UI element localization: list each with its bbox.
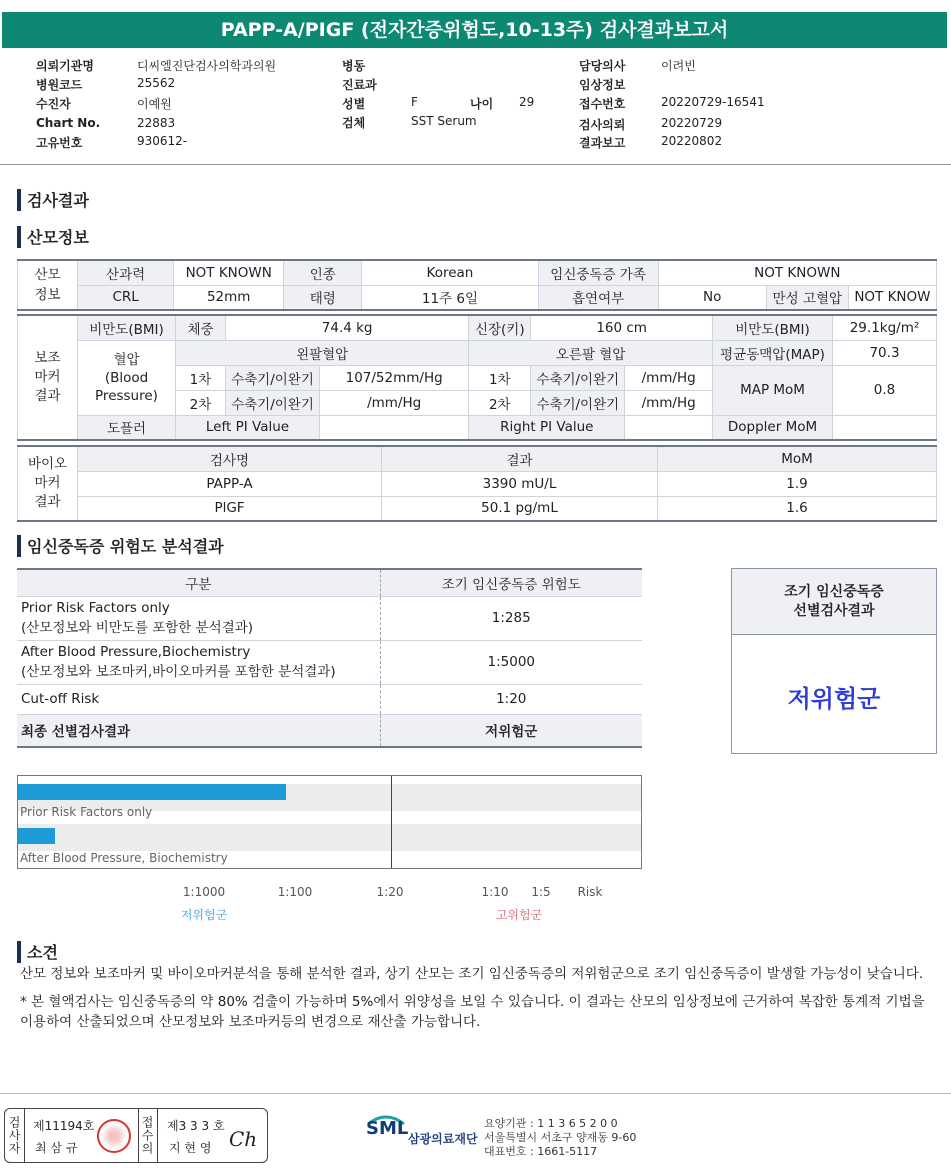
side-label: 산모 정보 [18, 260, 78, 310]
patient-info [0, 54, 951, 162]
cell: 11주 6일 [362, 285, 538, 310]
section-finding: 소견 [17, 940, 58, 963]
info-value: 25562 [137, 76, 176, 90]
cell: 107/52mm/Hg [320, 365, 469, 390]
info-label: 수진자 [36, 97, 71, 111]
finding-note: * 본 혈액검사는 임신중독증의 약 80% 검출이 가능하며 5%에서 위양성을 보일 수 있습니다. 이 결과는 산모의 임상정보에 근거하여 복잡한 통계적 기법을 이용하여 산출되었으며 산모정보와 보조마커등의 변경으로 재산출 가능합니다. [20, 994, 925, 1030]
cell: 74.4 kg [226, 315, 469, 340]
result-box-title: 조기 임신중독증 선별검사결과 [732, 569, 936, 635]
signature: Ch [229, 1127, 258, 1151]
cell: 혈압 (Blood Pressure) [78, 340, 176, 415]
divider [0, 1093, 951, 1094]
cell: 52mm [174, 285, 284, 310]
cell: Korean [362, 260, 538, 285]
cell: NOT KNOWN [174, 260, 284, 285]
chart-bar-label: After Blood Pressure, Biochemistry [20, 851, 228, 865]
cell: 평균동맥압(MAP) [713, 340, 833, 365]
info-value: 이려빈 [661, 59, 696, 73]
cell: Right PI Value [469, 415, 625, 440]
cell: MAP MoM [713, 365, 833, 415]
cell: 수축기/이완기 [226, 365, 320, 390]
cell: 조기 임신중독증 위험도 [380, 569, 642, 596]
cell: 체중 [176, 315, 226, 340]
info-label: 접수번호 [579, 97, 626, 111]
info-label: 병동 [342, 59, 366, 73]
info-label: 담당의사 [579, 59, 626, 73]
cell: 수축기/이완기 [531, 365, 625, 390]
marker-table [17, 314, 937, 441]
org-address: 요양기관 : 1 1 3 6 5 2 0 0 서울특별시 서초구 양재동 9-60 대표번호 : 1661-5117 [484, 1117, 637, 1158]
info-label: 검체 [342, 116, 366, 130]
info-value: 22883 [137, 116, 176, 130]
cell [320, 415, 469, 440]
cell: 1차 [469, 365, 531, 390]
cell: 1차 [176, 365, 226, 390]
row-label: After Blood Pressure,Biochemistry (산모정보와 보조마커,바이오마커를 포함한 분석결과) [17, 640, 380, 684]
cell: 오른팔 혈압 [469, 340, 713, 365]
row-label: Prior Risk Factors only (산모정보와 비만도를 포함한 분석결과) [17, 596, 380, 640]
cell: 검사명 [78, 446, 382, 471]
info-label: 결과보고 [579, 136, 626, 150]
info-value: 이예원 [137, 97, 172, 111]
risk-value: 1:5000 [380, 640, 642, 684]
license-no: 제3 3 3 호 [167, 1119, 225, 1133]
screening-result-box [731, 568, 937, 754]
finding-text: 산모 정보와 보조마커 및 바이오마커분석을 통해 분석한 결과, 상기 산모는 조기 임신중독증의 저위험군으로 조기 임신중독증이 발생할 가능성이 낮습니다. [20, 966, 924, 982]
divider [0, 164, 951, 165]
chart-bar-prior [18, 784, 286, 800]
axis-tick: 1:10 [481, 885, 509, 899]
side-label: 바이오 마커 결과 [18, 446, 78, 521]
info-value: F [411, 95, 418, 109]
cutoff-line [391, 776, 392, 868]
sml-logo: SML [366, 1118, 409, 1139]
signer-role: 접수의 [138, 1109, 158, 1162]
final-value: 저위험군 [380, 714, 642, 747]
info-label: 병원코드 [36, 78, 83, 92]
cell: 160 cm [531, 315, 713, 340]
seal-icon [97, 1119, 131, 1153]
info-value: 930612- [137, 134, 188, 148]
info-label: 진료과 [342, 78, 377, 92]
final-label: 최종 선별검사결과 [17, 714, 380, 747]
info-value: SST Serum [411, 114, 477, 128]
cell: 도플러 [78, 415, 176, 440]
axis-high-label: 고위험군 [495, 908, 543, 922]
report-title: PAPP-A/PIGF (전자간증위험도,10-13주) 검사결과보고서 [2, 12, 947, 48]
section-risk: 임신중독증 위험도 분석결과 [17, 534, 224, 557]
cell: 수축기/이완기 [226, 390, 320, 415]
cell: CRL [78, 285, 174, 310]
cell: 산과력 [78, 260, 174, 285]
info-label: 성별 [342, 97, 366, 111]
info-label: 나이 [470, 97, 494, 111]
cell: 1.9 [658, 471, 937, 496]
axis-tick: Risk [577, 885, 603, 899]
cell [625, 415, 713, 440]
cell: MoM [658, 446, 937, 471]
cell: 태령 [284, 285, 362, 310]
signature-box [4, 1108, 268, 1163]
info-value: 디씨엘진단검사의학과의원 [137, 59, 277, 73]
axis-tick: 1:20 [376, 885, 404, 899]
cell: 1.6 [658, 496, 937, 521]
cell: 신장(키) [469, 315, 531, 340]
cell: /mm/Hg [625, 365, 713, 390]
cell: 만성 고혈압 [766, 285, 848, 310]
cell: NOT KNOWN [658, 260, 936, 285]
cell: 3390 mU/L [382, 471, 658, 496]
risk-value: 1:285 [380, 596, 642, 640]
cell: 70.3 [833, 340, 937, 365]
chart-band [18, 824, 641, 851]
info-label: Chart No. [36, 116, 101, 130]
risk-value: 1:20 [380, 684, 642, 714]
cell: 2차 [469, 390, 531, 415]
cell: No [658, 285, 766, 310]
cell: NOT KNOW [848, 285, 936, 310]
axis-low-label: 저위험군 [180, 908, 228, 922]
signer-name: 지 현 영 [169, 1141, 212, 1155]
cell: PlGF [78, 496, 382, 521]
axis-tick: 1:5 [531, 885, 551, 899]
info-value: 20220729 [661, 116, 723, 130]
axis-tick: 1:100 [277, 885, 313, 899]
info-value: 20220802 [661, 134, 723, 148]
cell: 인종 [284, 260, 362, 285]
signer-name: 최 삼 규 [35, 1141, 78, 1155]
risk-table [17, 568, 642, 748]
info-value: 29 [519, 95, 535, 109]
info-value: 20220729-16541 [661, 95, 765, 109]
section-maternal: 산모정보 [17, 225, 89, 248]
maternal-table [17, 259, 937, 311]
side-label: 보조 마커 결과 [18, 315, 78, 440]
cell: 29.1kg/m² [833, 315, 937, 340]
cell: 수축기/이완기 [531, 390, 625, 415]
info-label: 의뢰기관명 [36, 59, 94, 73]
org-name: 삼광의료재단 [408, 1132, 478, 1146]
chart-bar-label: Prior Risk Factors only [20, 805, 153, 819]
cell: 흡연여부 [538, 285, 658, 310]
cell: 결과 [382, 446, 658, 471]
result-value: 저위험군 [787, 685, 881, 713]
cell: 0.8 [833, 365, 937, 415]
cell: 2차 [176, 390, 226, 415]
section-result: 검사결과 [17, 188, 89, 211]
biomarker-table [17, 445, 937, 522]
license-no: 제11194호 [33, 1119, 95, 1133]
cell: Left PI Value [176, 415, 320, 440]
cell: 비만도(BMI) [713, 315, 833, 340]
row-label: Cut-off Risk [17, 684, 380, 714]
cell: PAPP-A [78, 471, 382, 496]
axis-tick: 1:1000 [182, 885, 226, 899]
cell: 왼팔혈압 [176, 340, 469, 365]
cell: 임신중독증 가족 [538, 260, 658, 285]
cell: 비만도(BMI) [78, 315, 176, 340]
cell: 50.1 pg/mL [382, 496, 658, 521]
cell: /mm/Hg [625, 390, 713, 415]
info-label: 검사의뢰 [579, 118, 626, 132]
cell [833, 415, 937, 440]
cell: 구분 [17, 569, 380, 596]
signer-role: 검사자 [5, 1109, 25, 1162]
risk-chart [17, 775, 642, 869]
info-label: 임상정보 [579, 78, 626, 92]
cell: /mm/Hg [320, 390, 469, 415]
chart-bar-after [18, 828, 55, 844]
cell: Doppler MoM [713, 415, 833, 440]
info-label: 고유번호 [36, 136, 83, 150]
